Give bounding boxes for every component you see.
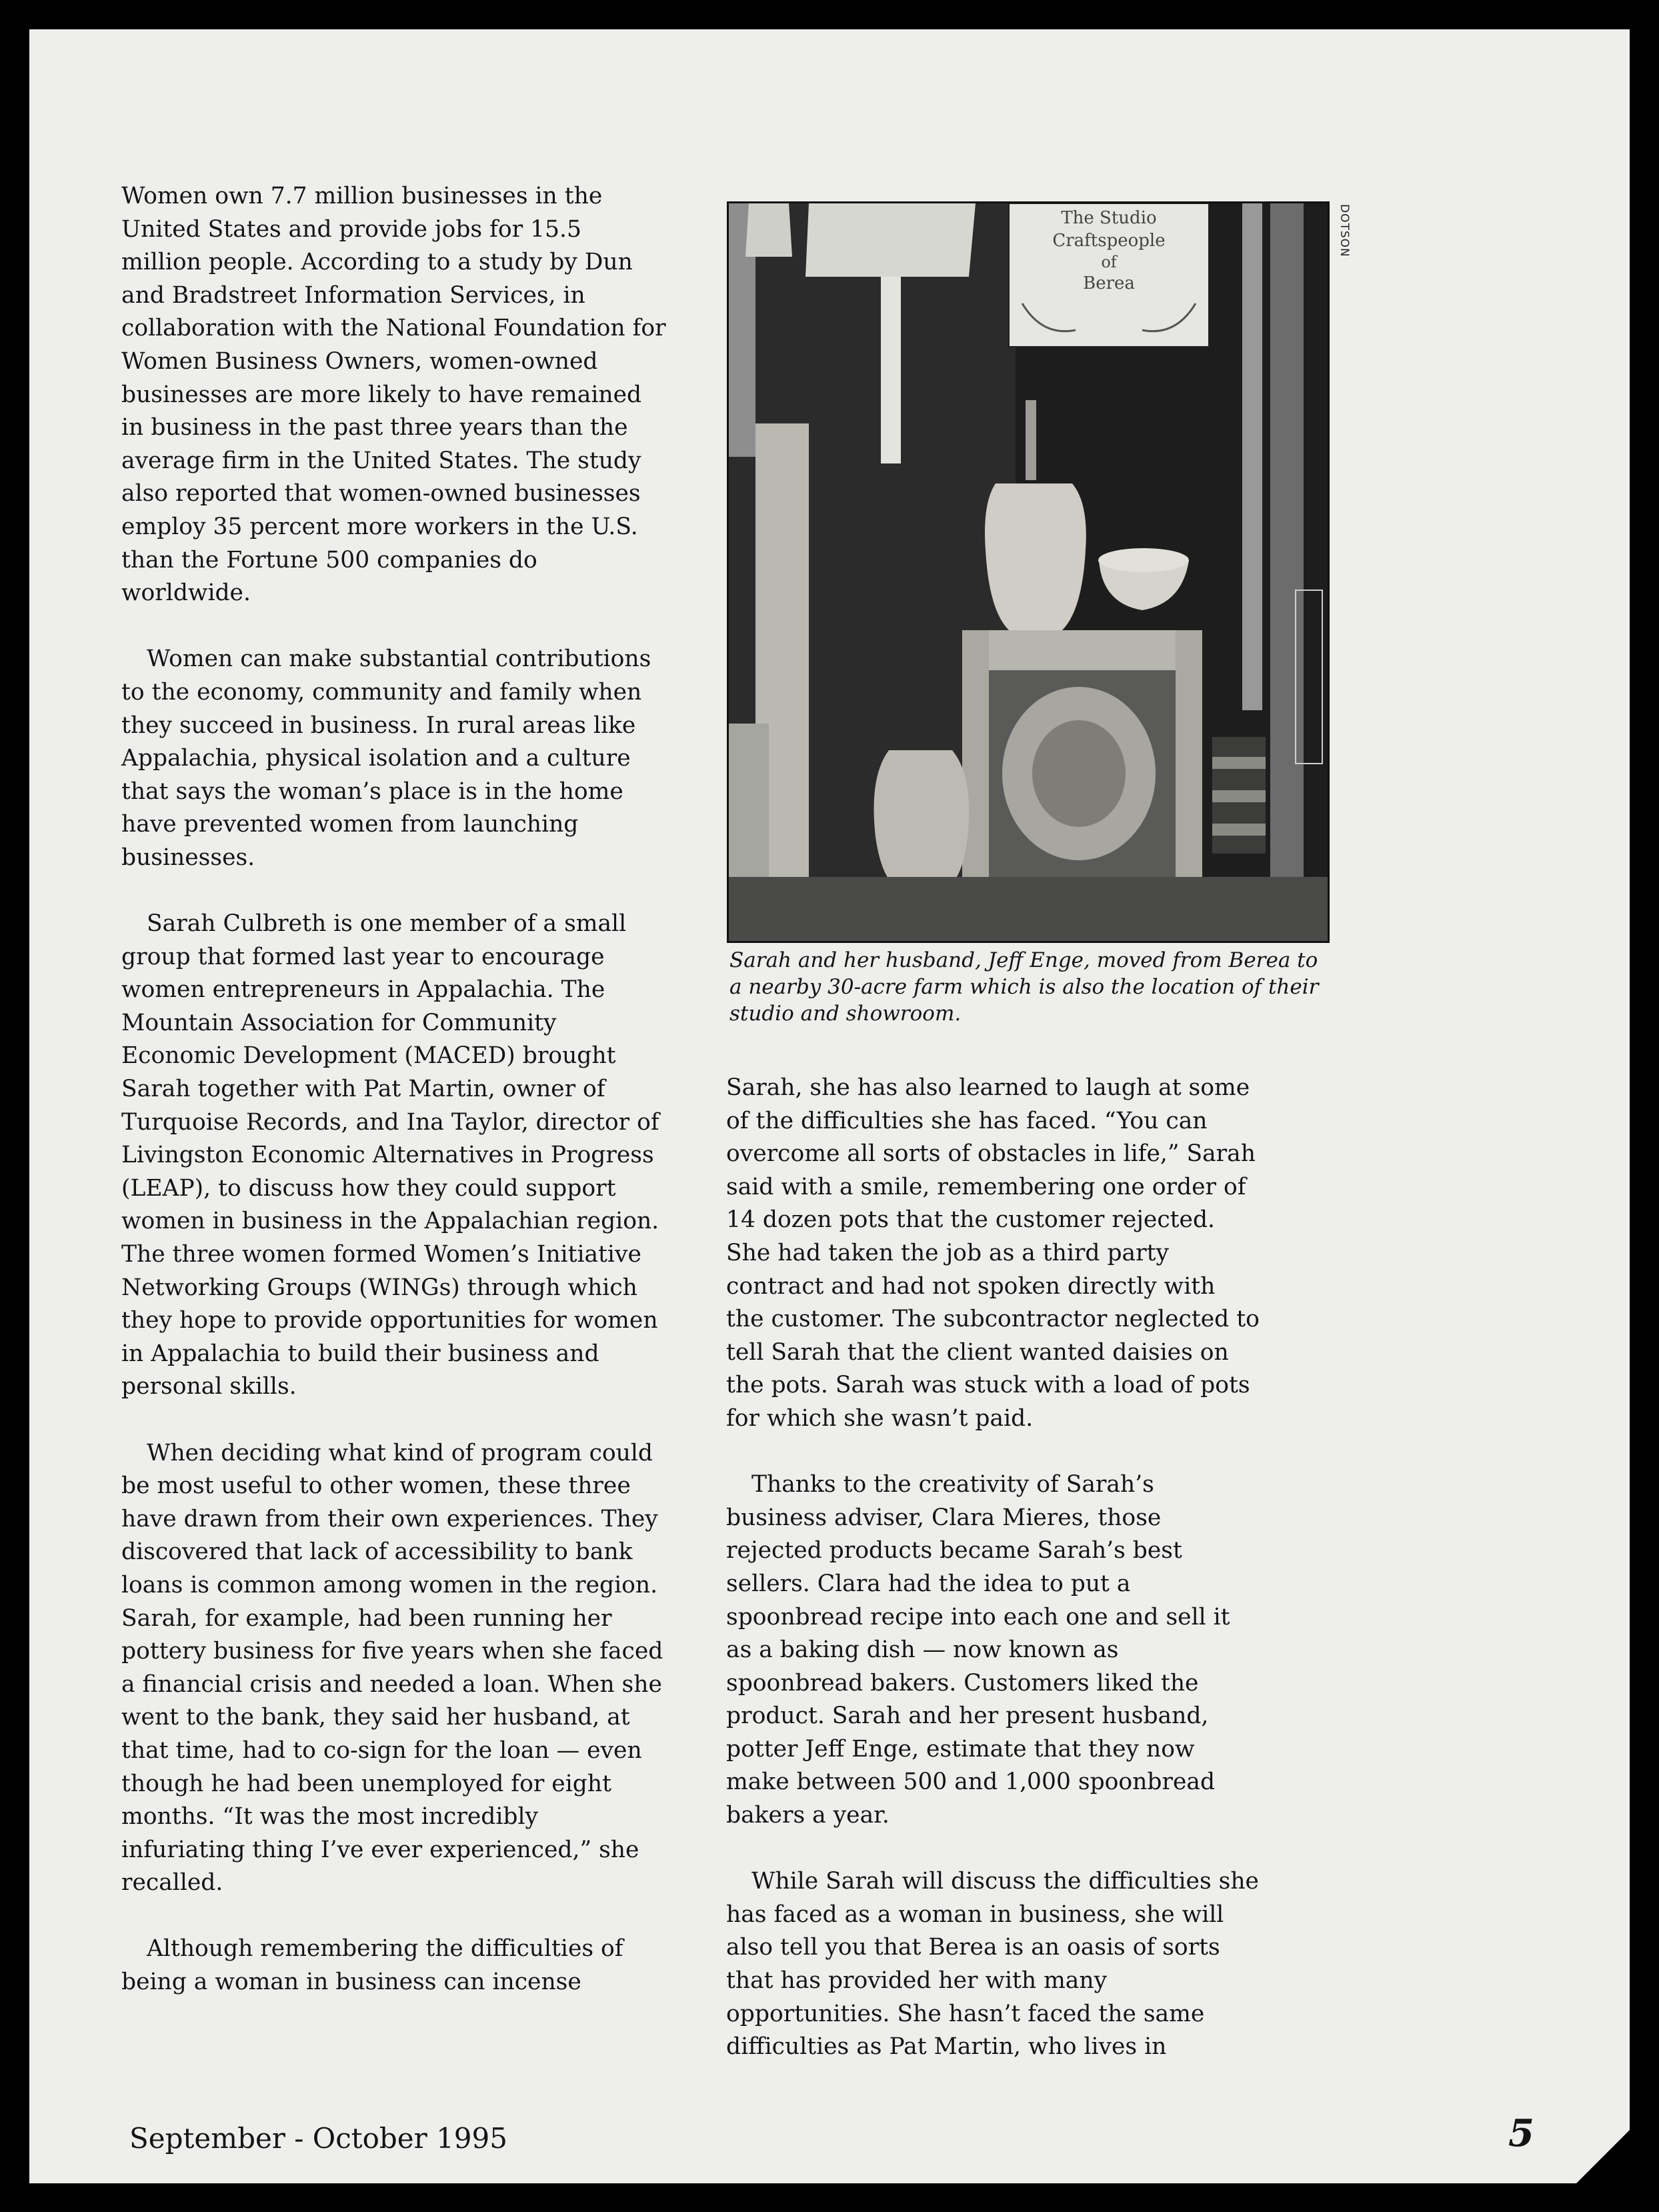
paragraph: While Sarah will discuss the difficulties she has faced as a woman in business, she will also tell you that Berea is an oasis of sorts that has provided her with many opportunities. She hasn’t faced the same difficulties as Pat Martin, who lives in xyxy=(726,1868,1259,2061)
sign-text-1: The Studio xyxy=(1061,208,1157,228)
photo-credit: DOTSON xyxy=(1338,204,1351,257)
page-number: 5 xyxy=(1508,2111,1534,2155)
issue-date: September - October 1995 xyxy=(129,2122,507,2155)
sign-text-3: of xyxy=(1101,253,1117,271)
photo-caption: Sarah and her husband, Jeff Enge, moved from Berea to a nearby 30-acre farm which is also the location of their studio and showroom. xyxy=(729,948,1319,1026)
article-left-column xyxy=(121,180,668,2032)
sign-text-2: Craftspeople xyxy=(1052,231,1166,251)
paragraph: Women can make substantial contributions to the economy, community and family when they succeed in business. In rural areas like Appalachia, physical isolation and a culture that says the woman’s place is in the home have prevented women from launching businesses. xyxy=(121,646,651,871)
article-right-column xyxy=(726,1072,1260,2097)
paragraph: When deciding what kind of program could be most useful to other women, these three have drawn from their own experiences. They discovered that lack of accessibility to bank loans is common among women in the region. Sarah, for example, had been running her pottery business for five years when she faced a financial crisis and needed a loan. When she went to the bank, they said her husband, at that time, had to co-sign for the loan — even though he had been unemployed for eight months. “It was the most incredibly infuriating thing I’ve ever experienced,” she recalled. xyxy=(121,1439,663,1897)
paragraph: Although remembering the difficulties of being a woman in business can incense xyxy=(121,1935,623,1996)
magazine-page xyxy=(29,29,1630,2183)
paragraph: Sarah Culbreth is one member of a small group that formed last year to encourage women entrepreneurs in Appalachia. The Mountain Association for Community Economic Development (MACED) brought Sarah together with Pat Martin, owner of Turquoise Records, and Ina Taylor, director of Livingston Economic Alternatives in Progress (LEAP), to discuss how they could support women in business in the Appalachian region. The three women formed Women’s Initiative Networking Groups (WINGs) through which they hope to provide opportunities for women in Appalachia to build their business and personal skills. xyxy=(121,910,659,1400)
page-corner-fold xyxy=(1576,2130,1630,2183)
pottery-photo-illustration xyxy=(729,203,1328,941)
paragraph: Women own 7.7 million businesses in the United States and provide jobs for 15.5 million people. According to a study by Dun and Bradstreet Information Services, in collaboration with the National Foundation for Women Business Owners, women-owned businesses are more likely to have remained in business in the past three years than the average firm in the United States. The study also reported that women-owned businesses employ 35 percent more workers in the U.S. than the Fortune 500 companies do worldwide. xyxy=(121,183,666,607)
paragraph: Thanks to the creativity of Sarah’s business adviser, Clara Mieres, those rejected products became Sarah’s best sellers. Clara had the idea to put a spoonbread recipe into each one and sell it as a baking dish — now known as spoonbread bakers. Customers liked the product. Sarah and her present husband, potter Jeff Enge, estimate that they now make between 500 and 1,000 spoonbread bakers a year. xyxy=(726,1471,1230,1829)
sign-text-4: Berea xyxy=(1083,273,1135,293)
pottery-photo xyxy=(727,201,1330,943)
paragraph: Sarah, she has also learned to laugh at some of the difficulties she has faced. “You can overcome all sorts of obstacles in life,” Sarah said with a smile, remembering one order of 14 dozen pots that the customer rejected. She had taken the job as a third party contract and had not spoken directly with the customer. The subcontractor neglected to tell Sarah that the client wanted daisies on the pots. Sarah was stuck with a load of pots for which she wasn’t paid. xyxy=(726,1074,1260,1432)
